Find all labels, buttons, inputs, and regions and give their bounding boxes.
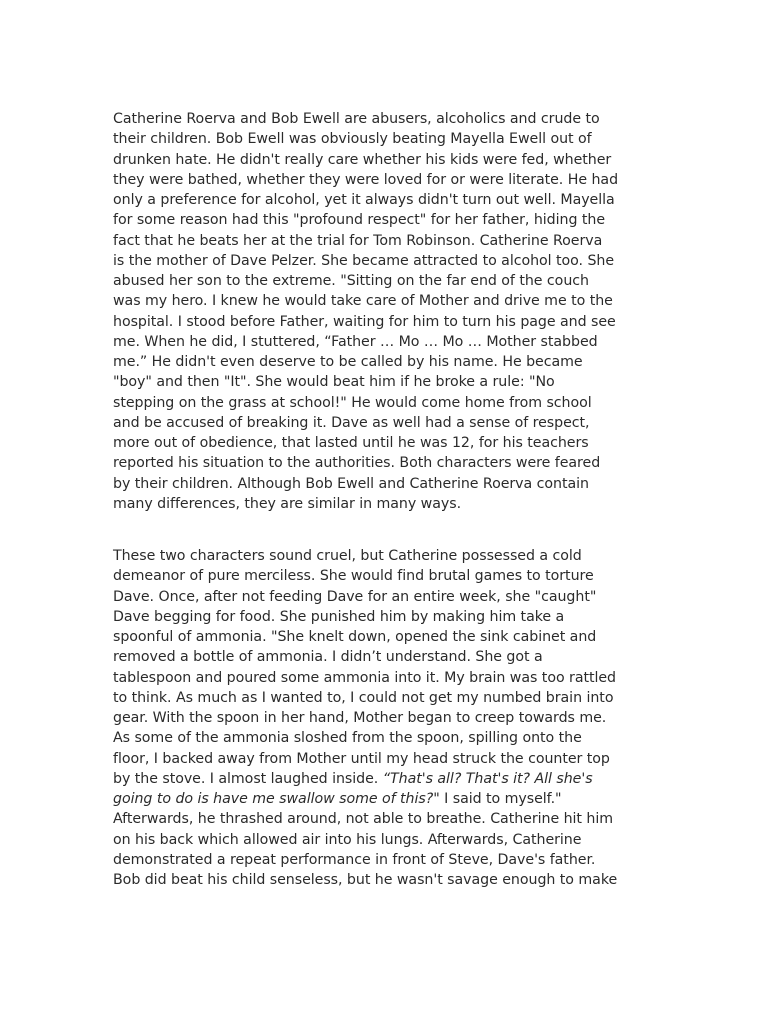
text-line: demeanor of pure merciless. She would find brutal games to torture bbox=[113, 568, 594, 585]
text-line: only a preference for alcohol, yet it always didn't turn out well. Mayella bbox=[113, 192, 615, 208]
text-line: by their children. Although Bob Ewell and Catherine Roerva contain bbox=[113, 475, 589, 492]
plain-text: by the stove. I almost laughed inside. bbox=[113, 770, 383, 787]
text-line: their children. Bob Ewell was obviously beating Mayella Ewell out of bbox=[113, 131, 592, 148]
text-line: more out of obedience, that lasted until he was 12, for his teachers bbox=[113, 435, 589, 451]
text-line: fact that he beats her at the trial for Tom Robinson. Catherine Roerva bbox=[113, 232, 603, 249]
text-line: Dave begging for food. She punished him by making him take a bbox=[113, 608, 565, 625]
plain-text: I said to myself." bbox=[439, 791, 562, 807]
paragraph-2 bbox=[113, 546, 659, 890]
text-line: floor, I backed away from Mother until my head struck the counter top bbox=[113, 750, 610, 767]
text-line: to think. As much as I wanted to, I could not get my numbed brain into bbox=[113, 689, 614, 706]
text-line: drunken hate. He didn't really care whether his kids were fed, whether bbox=[113, 151, 612, 168]
text-line: These two characters sound cruel, but Catherine possessed a cold bbox=[113, 548, 582, 564]
text-line: As some of the ammonia sloshed from the spoon, spilling onto the bbox=[113, 730, 582, 747]
text-line: stepping on the grass at school!" He would come home from school bbox=[113, 394, 592, 411]
text-line: reported his situation to the authorities. Both characters were feared bbox=[113, 455, 601, 472]
italic-quote: going to do is have me swallow some of this?" bbox=[113, 791, 440, 807]
text-line: and be accused of breaking it. Dave as well had a sense of respect, bbox=[113, 414, 590, 431]
text-line-with-italic bbox=[113, 769, 659, 789]
text-line: Afterwards, he thrashed around, not able to breathe. Catherine hit him bbox=[113, 811, 613, 828]
text-line-with-italic bbox=[113, 789, 659, 809]
text-line: for some reason had this "profound respect" for her father, hiding the bbox=[113, 212, 606, 229]
text-line: removed a bottle of ammonia. I didn’t understand. She got a bbox=[113, 649, 543, 666]
text-line: was my hero. I knew he would take care of Mother and drive me to the bbox=[113, 293, 613, 310]
text-line: is the mother of Dave Pelzer. She became attracted to alcohol too. She bbox=[113, 252, 615, 269]
text-line: me. When he did, I stuttered, “Father … Mo … Mo … Mother stabbed bbox=[113, 333, 598, 350]
text-line: abused her son to the extreme. "Sitting on the far end of the couch bbox=[113, 273, 589, 289]
text-line: spoonful of ammonia. "She knelt down, opened the sink cabinet and bbox=[113, 629, 597, 645]
text-line: Catherine Roerva and Bob Ewell are abusers, alcoholics and crude to bbox=[113, 111, 600, 127]
text-line: gear. With the spoon in her hand, Mother began to creep towards me. bbox=[113, 710, 607, 726]
text-line: on his back which allowed air into his lungs. Afterwards, Catherine bbox=[113, 831, 582, 848]
text-line: Dave. Once, after not feeding Dave for an entire week, she "caught" bbox=[113, 588, 597, 605]
text-line: Bob did beat his child senseless, but he wasn't savage enough to make bbox=[113, 872, 618, 888]
text-line: tablespoon and poured some ammonia into it. My brain was too rattled bbox=[113, 669, 617, 686]
text-line: demonstrated a repeat performance in front of Steve, Dave's father. bbox=[113, 851, 596, 868]
paragraph-1 bbox=[113, 109, 659, 514]
text-line: they were bathed, whether they were loved for or were literate. He had bbox=[113, 171, 619, 188]
italic-quote: “That's all? That's it? All she's bbox=[382, 770, 593, 787]
text-line: hospital. I stood before Father, waiting for him to turn his page and see bbox=[113, 313, 616, 330]
text-line: "boy" and then "It". She would beat him if he broke a rule: "No bbox=[113, 374, 555, 391]
text-line: many differences, they are similar in many ways. bbox=[113, 495, 462, 512]
text-line: me.” He didn't even deserve to be called by his name. He became bbox=[113, 354, 583, 370]
